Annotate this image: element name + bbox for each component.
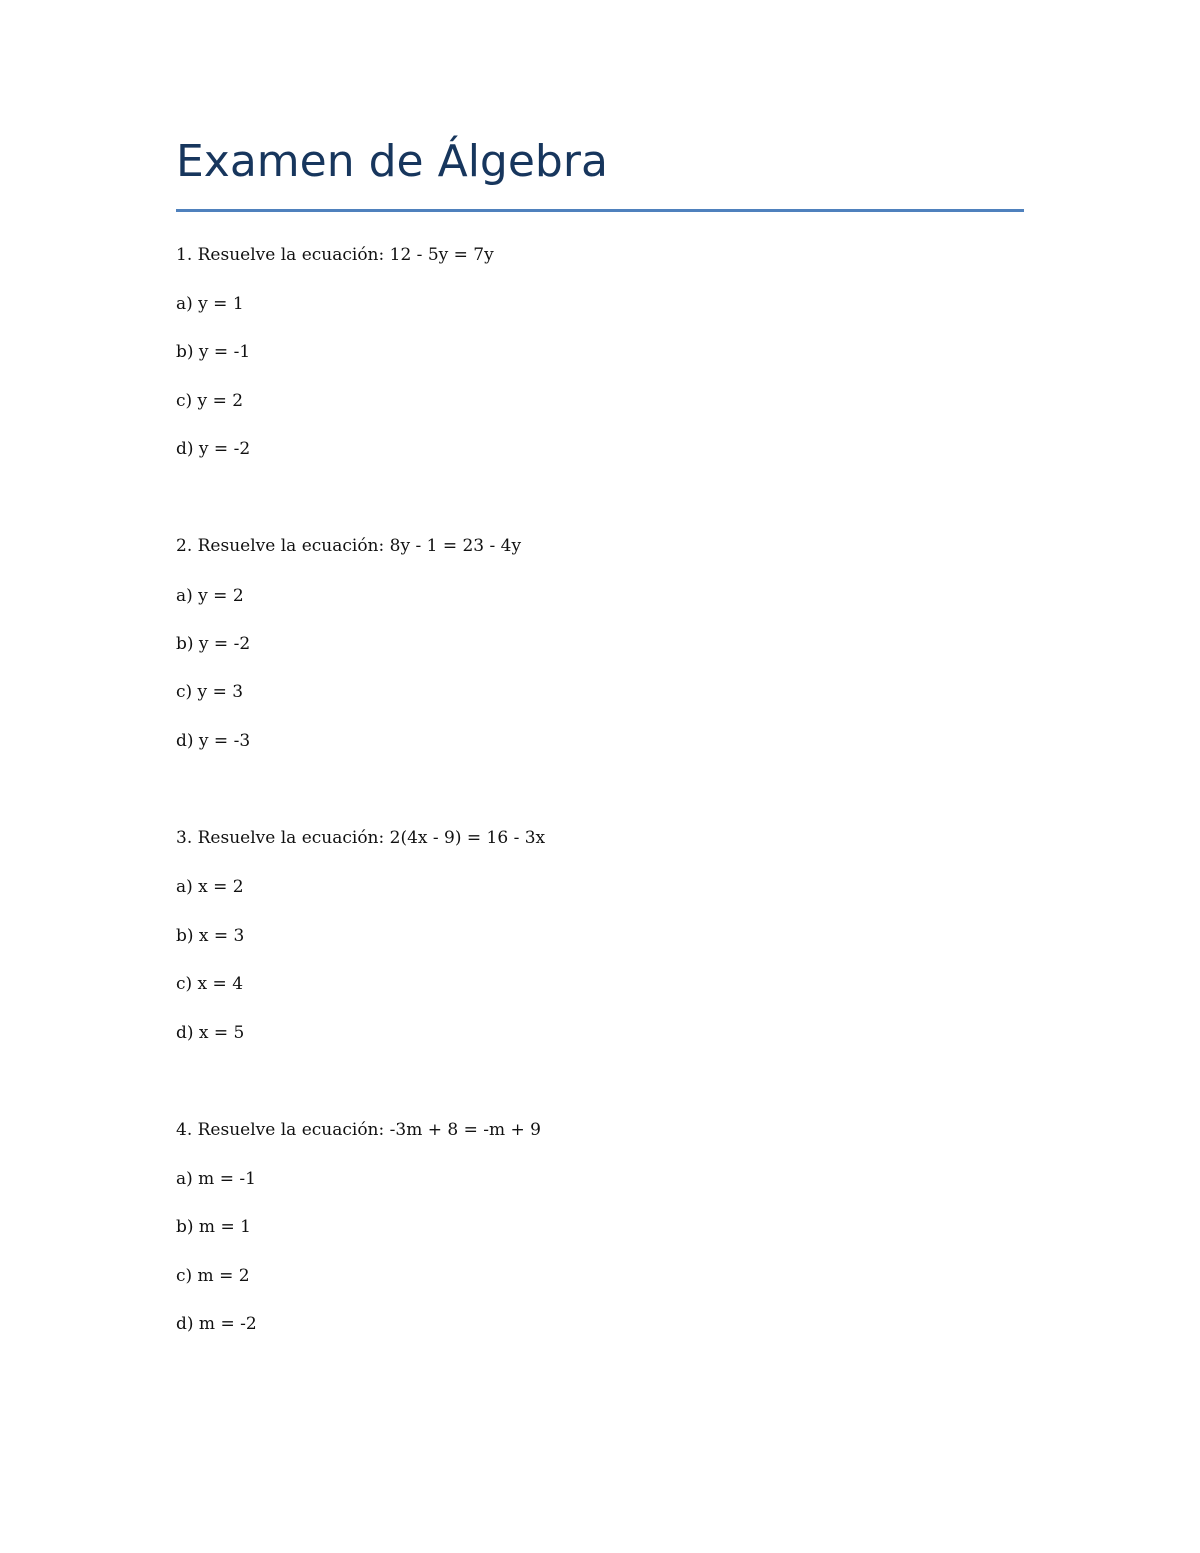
- document-title: Examen de Álgebra: [176, 136, 608, 187]
- question-2-option-d: d) y = -3: [176, 731, 251, 751]
- question-2-option-b: b) y = -2: [176, 634, 251, 654]
- question-3-option-a: a) x = 2: [176, 877, 244, 897]
- question-2-option-c: c) y = 3: [176, 682, 244, 702]
- question-1-option-d: d) y = -2: [176, 439, 251, 459]
- question-4-option-b: b) m = 1: [176, 1217, 251, 1237]
- title-underline: [176, 209, 1024, 212]
- question-2-prompt: 2. Resuelve la ecuación: 8y - 1 = 23 - 4y: [176, 536, 522, 556]
- question-1-option-c: c) y = 2: [176, 391, 244, 411]
- question-4-prompt: 4. Resuelve la ecuación: -3m + 8 = -m + 9: [176, 1120, 541, 1140]
- question-3-option-b: b) x = 3: [176, 926, 245, 946]
- question-4-option-d: d) m = -2: [176, 1314, 257, 1334]
- question-3-prompt: 3. Resuelve la ecuación: 2(4x - 9) = 16 - 3x: [176, 828, 546, 848]
- question-2-option-a: a) y = 2: [176, 586, 244, 606]
- question-1-prompt: 1. Resuelve la ecuación: 12 - 5y = 7y: [176, 245, 494, 265]
- question-1-option-b: b) y = -1: [176, 342, 251, 362]
- question-1-option-a: a) y = 1: [176, 294, 244, 314]
- question-4-option-c: c) m = 2: [176, 1266, 250, 1286]
- question-3-option-d: d) x = 5: [176, 1023, 245, 1043]
- question-3-option-c: c) x = 4: [176, 974, 244, 994]
- question-4-option-a: a) m = -1: [176, 1169, 256, 1189]
